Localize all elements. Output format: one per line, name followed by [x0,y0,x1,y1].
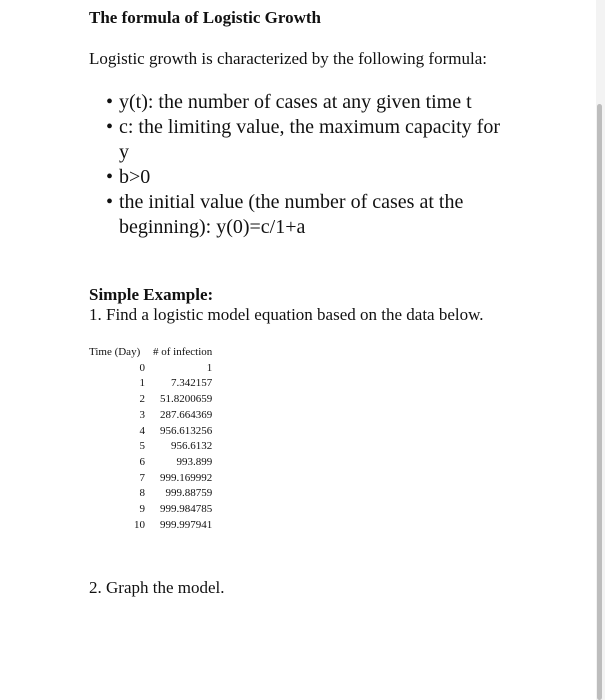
example-title: Simple Example: [89,285,214,304]
infection-data-table [89,345,212,533]
table-row [89,439,212,455]
column-header-time: Time (Day) [89,346,141,358]
intro-text: Logistic growth is characterized by the following formula: [89,49,487,68]
cell-infection: 1 [206,361,213,374]
table-row [89,471,212,487]
formula-bullet-list [106,90,536,240]
cell-day: 2 [139,393,145,406]
cell-day: 1 [139,377,145,390]
bullet-item: • y(t): the number of cases at any given time t [106,90,536,115]
column-header-infection: # of infection [153,346,213,358]
bullet-continuation: y [119,141,129,163]
cell-day: 6 [139,455,145,468]
cell-day: 10 [134,518,145,531]
cell-infection: 51.8200659 [160,393,213,406]
example-question-1: 1. Find a logistic model equation based on the data below. [89,305,484,324]
bullet-item: • c: the limiting value, the maximum capacity for y [106,115,536,165]
cell-day: 9 [139,503,145,516]
example-question-2: 2. Graph the model. [89,578,225,597]
cell-day: 0 [139,361,145,374]
cell-infection: 999.997941 [160,518,213,531]
cell-infection: 999.984785 [160,503,213,516]
table-row [89,361,212,377]
table-row [89,486,212,502]
table-row [89,424,212,440]
table-row [89,392,212,408]
cell-day: 8 [139,487,145,500]
cell-infection: 993.899 [176,455,213,468]
cell-infection: 287.664369 [160,408,213,421]
table-row [89,408,212,424]
bullet-item: • b>0 [106,165,536,190]
bullet-item: • the initial value (the number of cases at the beginning): y(0)=c/1+a [106,190,536,240]
cell-infection: 956.613256 [160,424,213,437]
cell-infection: 7.342157 [171,377,213,390]
table-header-row [89,345,212,361]
cell-day: 5 [139,440,145,453]
cell-infection: 999.88759 [165,487,213,500]
cell-day: 4 [139,424,145,437]
table-row [89,502,212,518]
cell-infection: 956.6132 [171,440,213,453]
cell-infection: 999.169992 [160,471,213,484]
cell-day: 3 [139,408,145,421]
scrollbar-thumb[interactable] [597,104,602,700]
table-row [89,376,212,392]
table-row [89,455,212,471]
cell-day: 7 [139,471,145,484]
document-title: The formula of Logistic Growth [89,8,322,27]
table-row [89,518,212,534]
